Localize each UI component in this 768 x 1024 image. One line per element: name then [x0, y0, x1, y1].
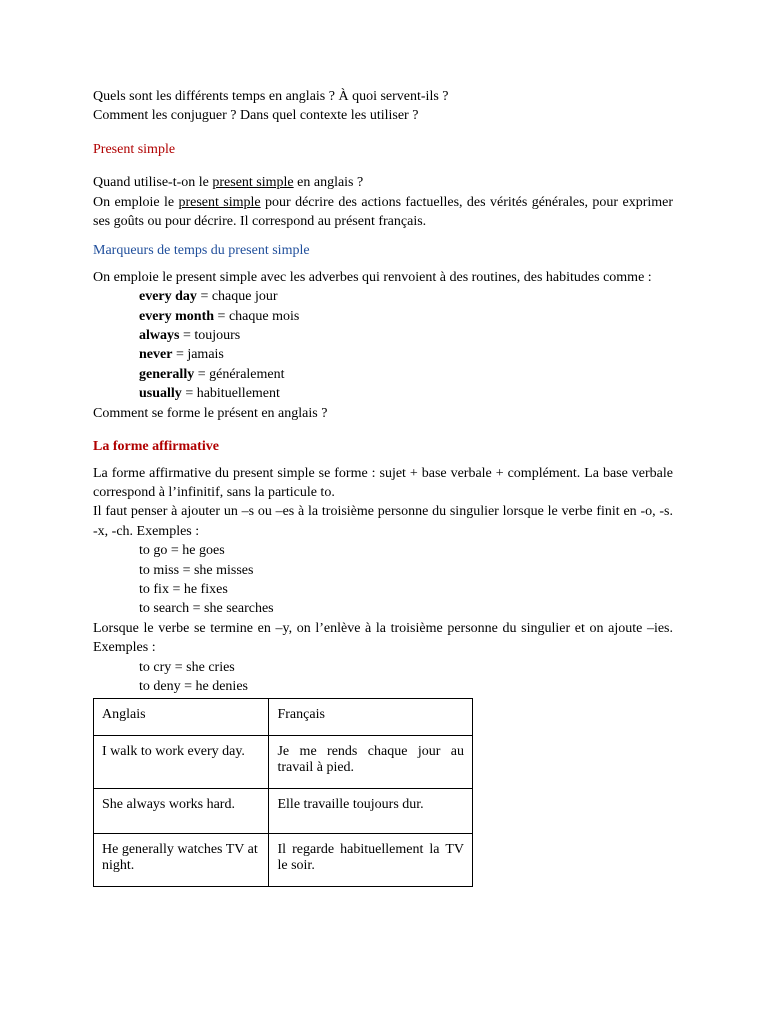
table-row	[94, 736, 473, 789]
table-header-cell: Français	[269, 699, 473, 736]
marker-item	[93, 365, 673, 384]
markers-intro: On emploie le present simple avec les adverbes qui renvoient à des routines, des habitudes comme :	[93, 269, 652, 285]
examples-table	[93, 698, 473, 887]
intro-line-2: Comment les conjuguer ? Dans quel contexte les utiliser ?	[93, 108, 419, 124]
marker-meaning: = chaque jour	[196, 289, 278, 305]
affirmative-paragraph-1: La forme affirmative du present simple se forme : sujet + base verbale + complément. La base verbale correspond à l’infinitif, sans la particule to.	[93, 465, 673, 500]
present-simple-link[interactable]: present simple	[212, 175, 294, 191]
table-cell-english: She always works hard.	[94, 789, 269, 834]
marker-meaning: = habituellement	[181, 386, 280, 402]
question-suffix: en anglais ?	[293, 175, 364, 191]
heading-time-markers: Marqueurs de temps du present simple	[93, 243, 310, 259]
marker-item	[93, 345, 673, 364]
example-item: to cry = she cries	[139, 659, 235, 675]
marker-meaning: = chaque mois	[214, 308, 300, 324]
table-row	[94, 789, 473, 834]
question-prefix: Quand utilise-t-on le	[93, 175, 213, 191]
table-row	[94, 834, 473, 887]
answer-paragraph	[93, 193, 673, 232]
marker-item	[93, 307, 673, 326]
answer-prefix: On emploie le	[93, 194, 179, 210]
table-cell-english: I walk to work every day.	[94, 736, 269, 789]
table-header-row	[94, 699, 473, 736]
table-header-cell: Anglais	[94, 699, 269, 736]
marker-meaning: = généralement	[194, 366, 285, 382]
example-item: to fix = he fixes	[139, 581, 228, 597]
marker-item	[93, 287, 673, 306]
marker-term: usually	[139, 386, 182, 402]
affirmative-paragraph-2: Il faut penser à ajouter un –s ou –es à la troisième personne du singulier lorsque le verbe finit en -o, -s. -x, -ch. Exemples :	[93, 504, 673, 539]
heading-affirmative-form: La forme affirmative	[93, 439, 219, 455]
marker-term: generally	[139, 366, 195, 382]
present-simple-link-2[interactable]: present simple	[178, 194, 261, 210]
marker-meaning: = toujours	[179, 328, 241, 344]
table-cell-english: He generally watches TV at night.	[94, 834, 269, 887]
example-item: to deny = he denies	[139, 678, 248, 694]
affirmative-paragraph-3: Lorsque le verbe se termine en –y, on l’enlève à la troisième personne du singulier et on ajoute –ies. Exemples :	[93, 620, 673, 656]
question-paragraph	[93, 173, 673, 192]
table-cell-french: Il regarde habituellement la TV le soir.	[269, 834, 473, 887]
marker-term: always	[139, 328, 180, 344]
intro-line-1: Quels sont les différents temps en anglais ? À quoi servent-ils ?	[93, 89, 449, 104]
heading-present-simple: Present simple	[93, 141, 176, 157]
marker-term: every day	[139, 289, 197, 305]
marker-term: every month	[139, 308, 215, 324]
answer-suffix: pour décrire des actions factuelles, des vérités générales, pour exprimer ses goûts ou pour décrire. Il correspond au présent français.	[93, 194, 674, 230]
example-item: to search = she searches	[139, 601, 274, 617]
marker-meaning: = jamais	[172, 347, 224, 363]
marker-item	[93, 384, 673, 403]
marker-term: never	[139, 347, 173, 363]
marker-item	[93, 326, 673, 345]
example-item: to miss = she misses	[139, 562, 254, 578]
table-cell-french: Elle travaille toujours dur.	[269, 789, 473, 834]
example-item: to go = he goes	[139, 543, 225, 559]
document-page	[93, 87, 673, 887]
markers-closing-question: Comment se forme le présent en anglais ?	[93, 405, 328, 421]
table-cell-french: Je me rends chaque jour au travail à pied.	[269, 736, 473, 789]
